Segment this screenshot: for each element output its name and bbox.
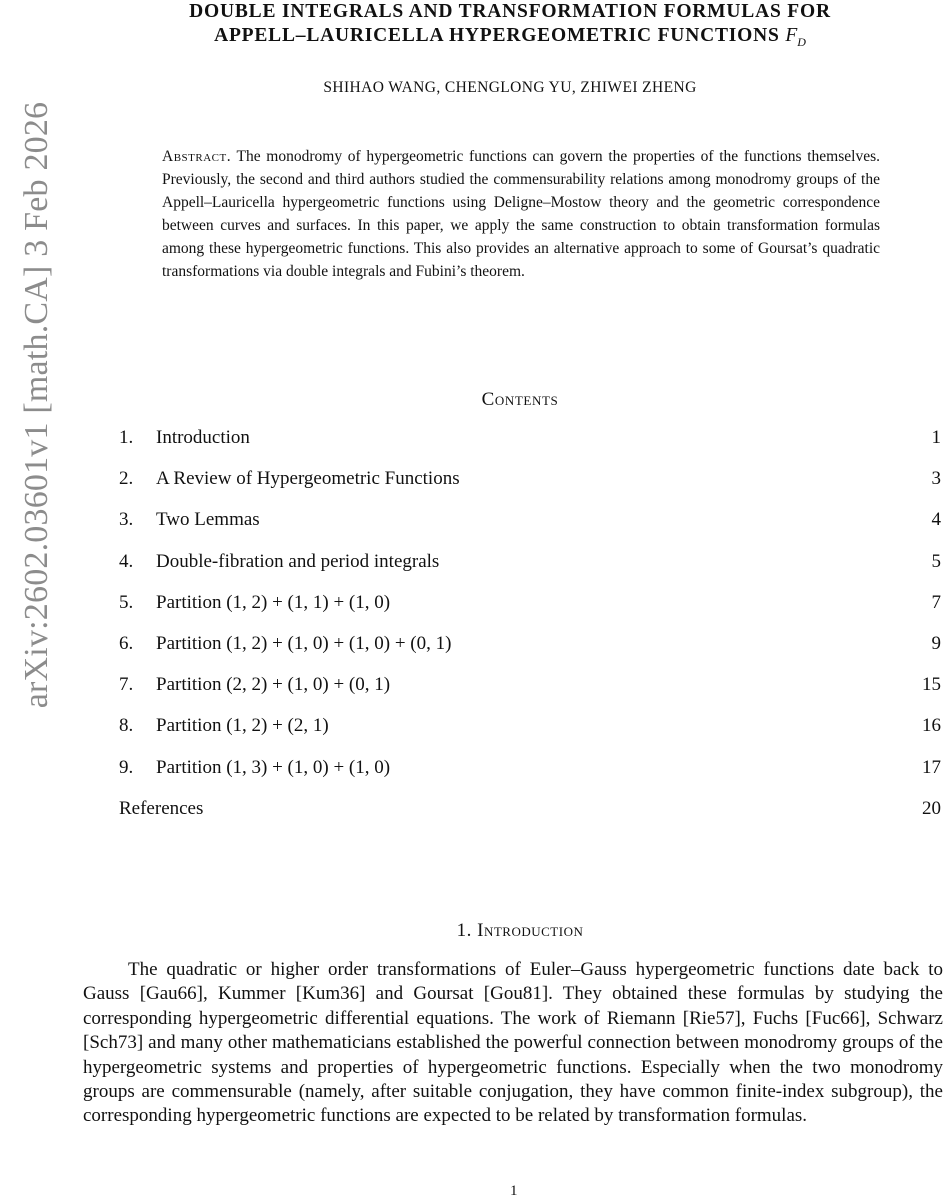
toc-title: Partition (1, 2) + (1, 0) + (1, 0) + (0, 1) <box>156 632 452 654</box>
toc-title: Two Lemmas <box>156 509 260 531</box>
abstract-heading: Abstract. <box>162 148 232 165</box>
toc-number: 7. <box>119 674 134 696</box>
toc-page: 4 <box>931 509 941 531</box>
toc-title: Partition (1, 3) + (1, 0) + (1, 0) <box>156 756 391 778</box>
toc-page: 20 <box>922 797 941 819</box>
toc-entry[interactable] <box>119 423 943 464</box>
fd-subscript: D <box>797 34 806 49</box>
author-list: SHIHAO WANG, CHENGLONG YU, ZHIWEI ZHENG <box>323 79 697 96</box>
toc-entry[interactable] <box>119 711 943 752</box>
toc-entry[interactable] <box>119 505 943 546</box>
toc-page: 9 <box>931 632 941 654</box>
toc-title: Partition (1, 2) + (1, 1) + (1, 0) <box>156 591 391 613</box>
fd-main: F <box>785 25 798 46</box>
section-heading-introduction <box>60 920 943 942</box>
intro-paragraph: The quadratic or higher order transformations of Euler–Gauss hypergeometric functions date back to Gauss [Gau66], Kummer [Kum36] and Goursat [Gou81]. They obtained these formulas by studying the corresponding hypergeometric differential equations. The work of Riemann [Rie57], Fuchs [Fuc66], Schwarz [Sch73] and many other mathematicians established the powerful connection between monodromy groups of the hypergeometric systems and properties of hypergeometric functions. Especially when the two monodromy groups are commensurable (namely, after suitable conjugation, they have common finite-index subgroup), the corresponding hypergeometric functions are expected to be related by transformation formulas. <box>83 959 943 1127</box>
toc-page: 15 <box>922 674 941 696</box>
toc-title: Double-fibration and period integrals <box>156 550 440 572</box>
toc-number: 1. <box>119 427 134 448</box>
title-line-2 <box>60 24 943 54</box>
toc-page: 5 <box>931 550 941 572</box>
abstract <box>162 145 880 283</box>
toc-page: 17 <box>922 756 941 778</box>
fd-symbol <box>785 25 806 49</box>
toc-entry[interactable] <box>119 629 943 670</box>
toc-title: Partition (2, 2) + (1, 0) + (0, 1) <box>156 674 391 696</box>
toc-page: 7 <box>931 591 941 613</box>
toc-title: Partition (1, 2) + (2, 1) <box>156 715 329 737</box>
section-number: 1. <box>456 920 472 941</box>
toc-entry[interactable] <box>119 670 943 711</box>
toc-entry-references[interactable] <box>119 794 943 835</box>
section-title: Introduction <box>477 920 584 941</box>
title-line-1: DOUBLE INTEGRALS AND TRANSFORMATION FORMULAS FOR <box>189 1 831 22</box>
toc-number: 2. <box>119 468 134 490</box>
toc-page: 16 <box>922 715 941 737</box>
toc-title: References <box>119 797 204 819</box>
toc-number: 8. <box>119 715 134 737</box>
toc-entry[interactable] <box>119 588 943 629</box>
abstract-text: The monodromy of hypergeometric functions can govern the properties of the functions themselves. Previously, the second and third authors studied the commensurability relations among monodromy groups of the Appell–Lauricella hypergeometric functions using Deligne–Mostow theory and the geometric correspondence between curves and surfaces. In this paper, we apply the same construction to obtain transformation formulas among these hypergeometric functions. This also provides an alternative approach to some of Goursat’s quadratic transformations via double integrals and Fubini’s theorem. <box>162 148 880 280</box>
toc-title: A Review of Hypergeometric Functions <box>156 468 460 490</box>
table-of-contents <box>119 423 943 835</box>
paper-title <box>60 0 943 54</box>
toc-page: 3 <box>931 468 941 490</box>
toc-entry[interactable] <box>119 464 943 505</box>
toc-number: 9. <box>119 756 134 778</box>
toc-entry[interactable] <box>119 753 943 794</box>
toc-number: 6. <box>119 632 134 654</box>
page-number: 1 <box>510 1183 518 1199</box>
toc-number: 4. <box>119 550 134 572</box>
toc-page: 1 <box>931 427 941 448</box>
title-line-2-text: APPELL–LAURICELLA HYPERGEOMETRIC FUNCTIONS <box>214 25 780 46</box>
toc-title: Introduction <box>156 427 250 448</box>
toc-number: 3. <box>119 509 134 531</box>
toc-number: 5. <box>119 591 134 613</box>
arxiv-identifier: arXiv:2602.03601v1 [math.CA] 3 Feb 2026 <box>18 101 55 709</box>
toc-entry[interactable] <box>119 547 943 588</box>
contents-heading: Contents <box>481 389 559 410</box>
